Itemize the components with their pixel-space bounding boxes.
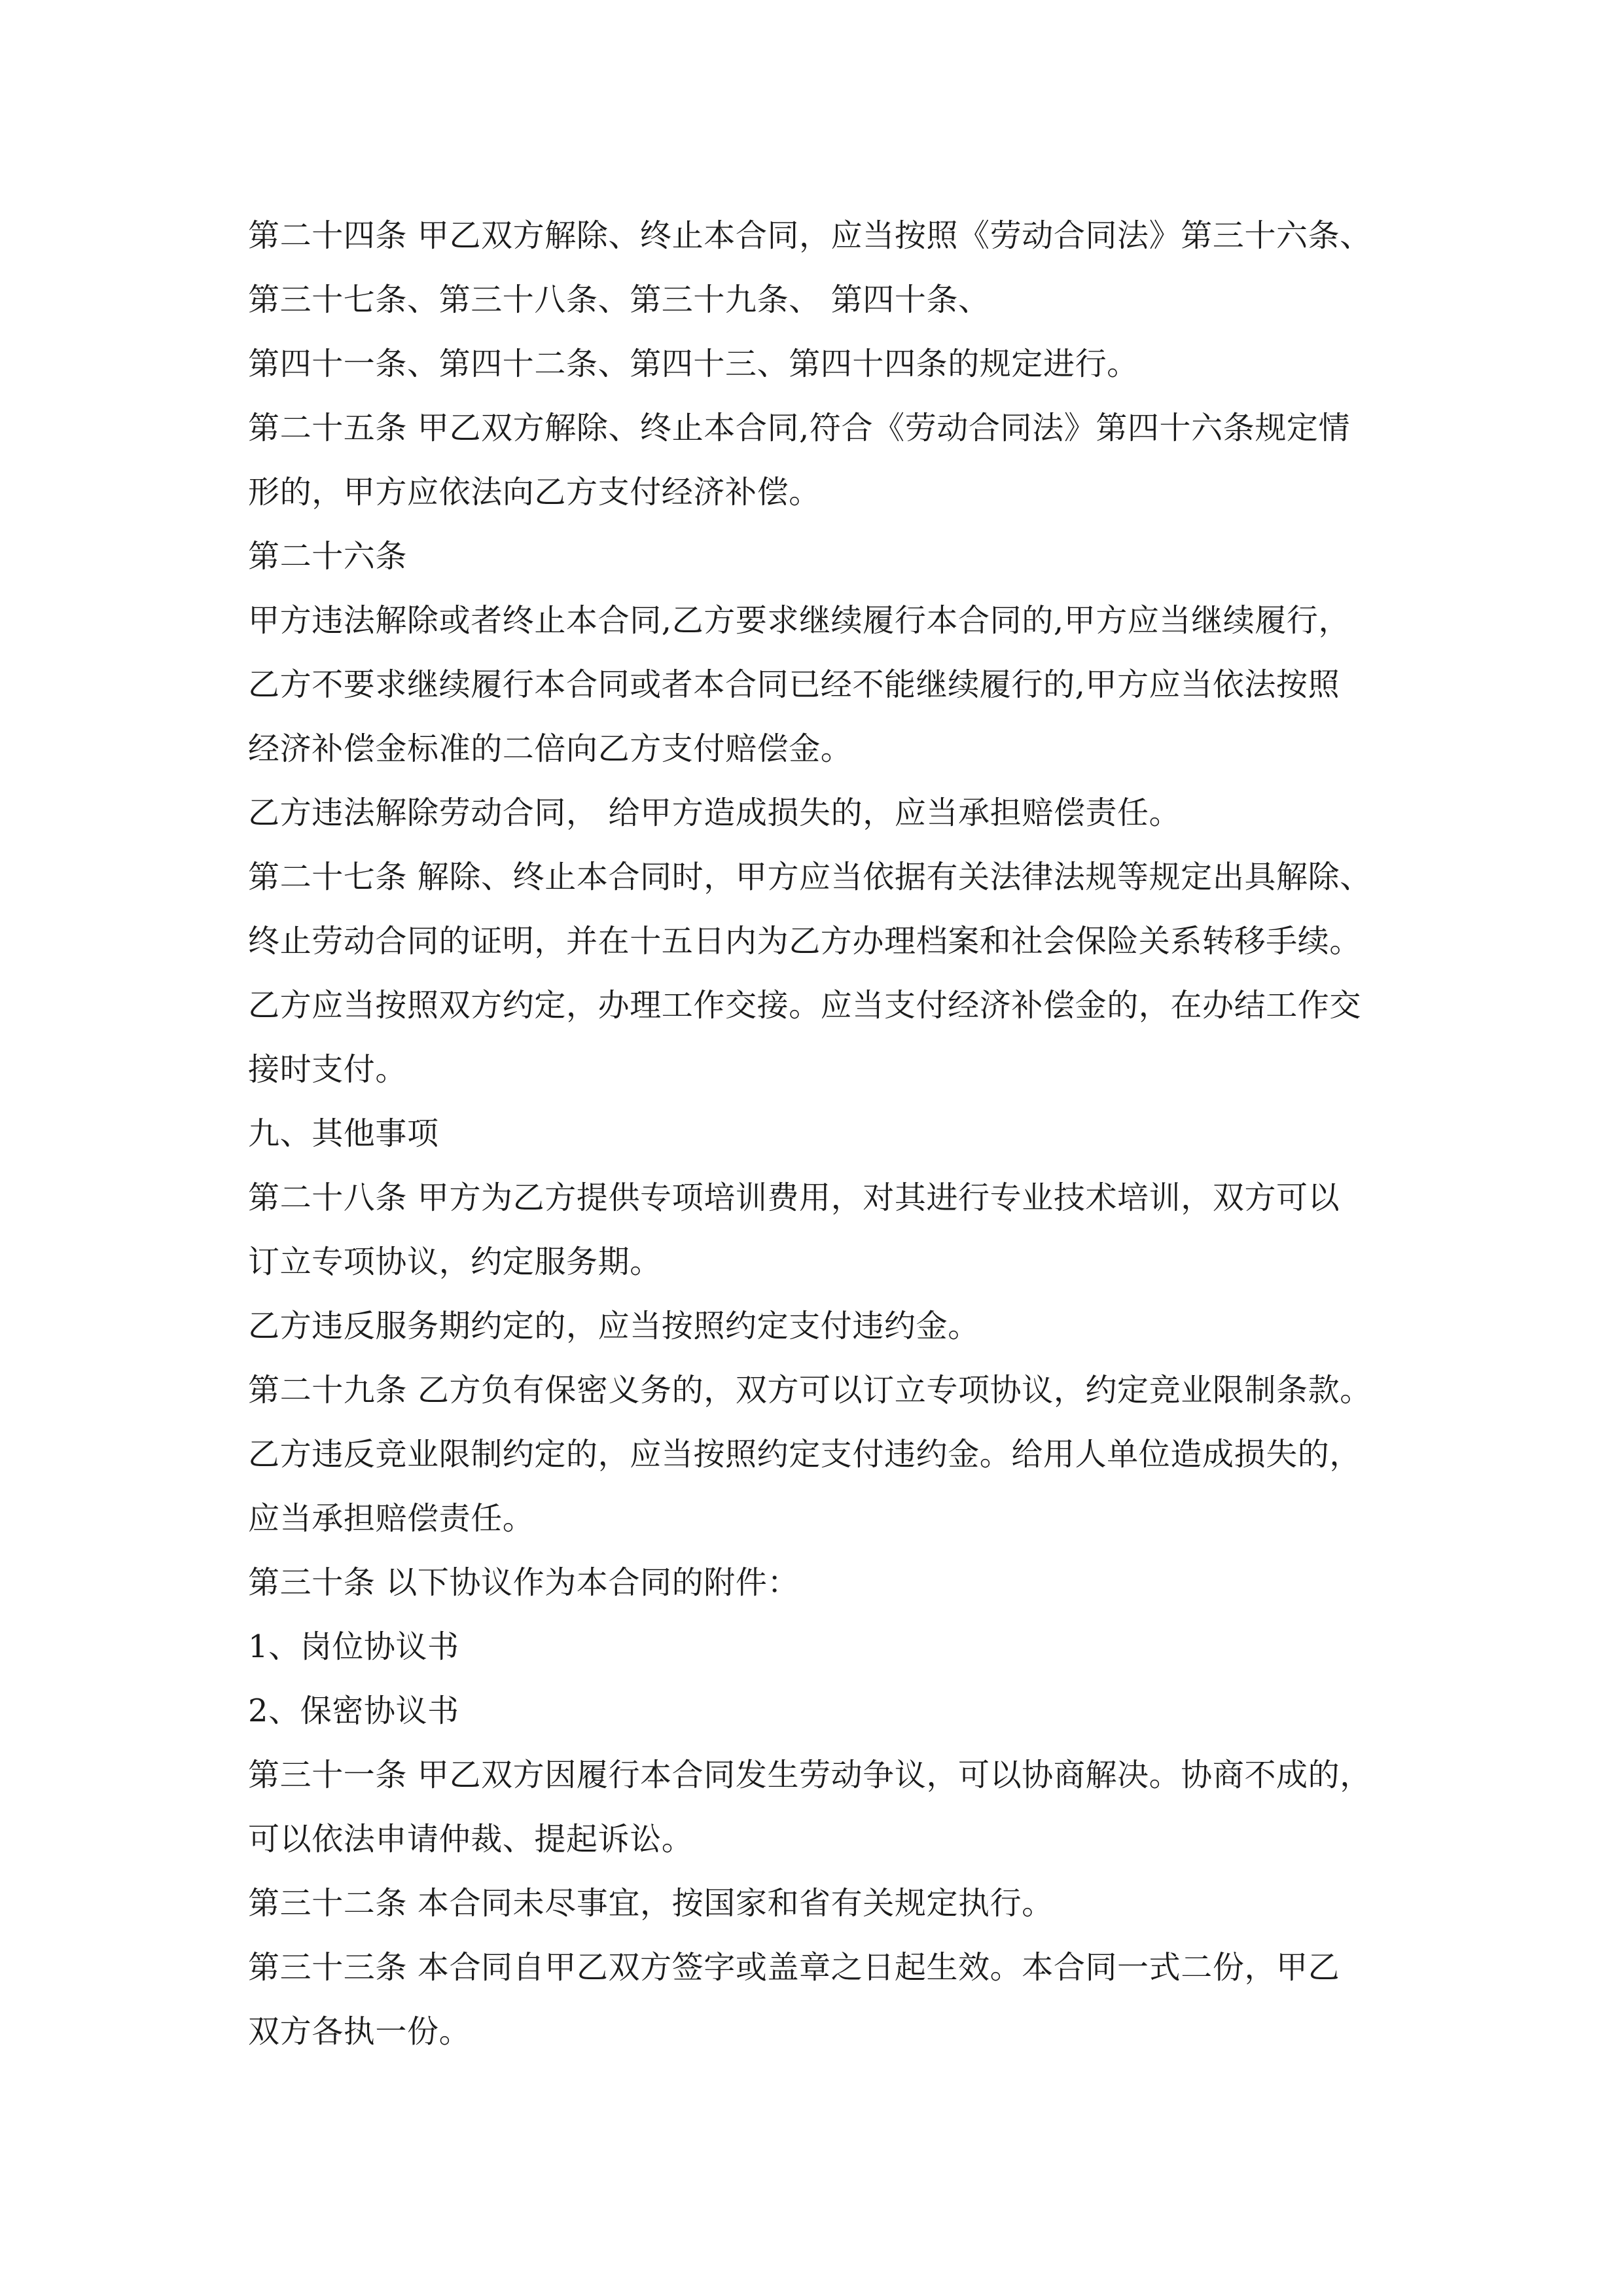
article-27-line-3: 乙方应当按照双方约定，办理工作交接。应当支付经济补偿金的，在办结工作交 xyxy=(248,987,1362,1024)
article-29-line-1: 第二十九条 乙方负有保密义务的，双方可以订立专项协议，约定竞业限制条款。 xyxy=(248,1372,1372,1408)
section-9-heading: 九、其他事项 xyxy=(248,1115,439,1152)
article-32-line-1: 第三十二条 本合同未尽事宜，按国家和省有关规定执行。 xyxy=(248,1885,1054,1922)
article-24-line-2: 第三十七条、第三十八条、第三十九条、 第四十条、 xyxy=(248,281,990,318)
article-28-line-1: 第二十八条 甲方为乙方提供专项培训费用，对其进行专业技术培训，双方可以 xyxy=(248,1179,1340,1216)
article-26-line-3: 经济补偿金标准的二倍向乙方支付赔偿金。 xyxy=(248,730,853,767)
article-28-line-2: 订立专项协议，约定服务期。 xyxy=(248,1244,662,1280)
article-27-line-1: 第二十七条 解除、终止本合同时，甲方应当依据有关法律法规等规定出具解除、 xyxy=(248,859,1372,895)
article-26-line-2: 乙方不要求继续履行本合同或者本合同已经不能继续履行的,甲方应当依法按照 xyxy=(248,666,1340,703)
article-26-line-1: 甲方违法解除或者终止本合同,乙方要求继续履行本合同的,甲方应当继续履行， xyxy=(248,602,1351,639)
article-25-line-1: 第二十五条 甲乙双方解除、终止本合同,符合《劳动合同法》第四十六条规定情 xyxy=(248,410,1351,446)
article-31-line-2: 可以依法申请仲裁、提起诉讼。 xyxy=(248,1821,694,1857)
article-26-heading: 第二十六条 xyxy=(248,538,408,575)
attachment-item-1: 1、岗位协议书 xyxy=(248,1628,459,1665)
article-24-line-3: 第四十一条、第四十二条、第四十三、第四十四条的规定进行。 xyxy=(248,346,1139,382)
article-29-line-2: 乙方违反竞业限制约定的，应当按照约定支付违约金。给用人单位造成损失的， xyxy=(248,1436,1362,1473)
attachment-item-2: 2、保密协议书 xyxy=(248,1693,459,1729)
article-24-line-1: 第二十四条 甲乙双方解除、终止本合同，应当按照《劳动合同法》第三十六条、 xyxy=(248,217,1372,254)
article-33-line-2: 双方各执一份。 xyxy=(248,2013,471,2050)
contract-text-body xyxy=(248,204,1426,2064)
article-33-line-1: 第三十三条 本合同自甲乙双方签字或盖章之日起生效。本合同一式二份，甲乙 xyxy=(248,1949,1340,1986)
article-31-line-1: 第三十一条 甲乙双方因履行本合同发生劳动争议，可以协商解决。协商不成的， xyxy=(248,1757,1372,1793)
article-25-line-2: 形的，甲方应依法向乙方支付经济补偿。 xyxy=(248,474,821,511)
article-28-line-3: 乙方违反服务期约定的，应当按照约定支付违约金。 xyxy=(248,1308,980,1344)
article-27-line-4: 接时支付。 xyxy=(248,1051,408,1088)
article-30-line-1: 第三十条 以下协议作为本合同的附件： xyxy=(248,1564,800,1601)
article-27-line-2: 终止劳动合同的证明，并在十五日内为乙方办理档案和社会保险关系转移手续。 xyxy=(248,923,1362,960)
article-29-line-3: 应当承担赔偿责任。 xyxy=(248,1500,535,1537)
article-26-line-4: 乙方违法解除劳动合同， 给甲方造成损失的，应当承担赔偿责任。 xyxy=(248,795,1181,831)
